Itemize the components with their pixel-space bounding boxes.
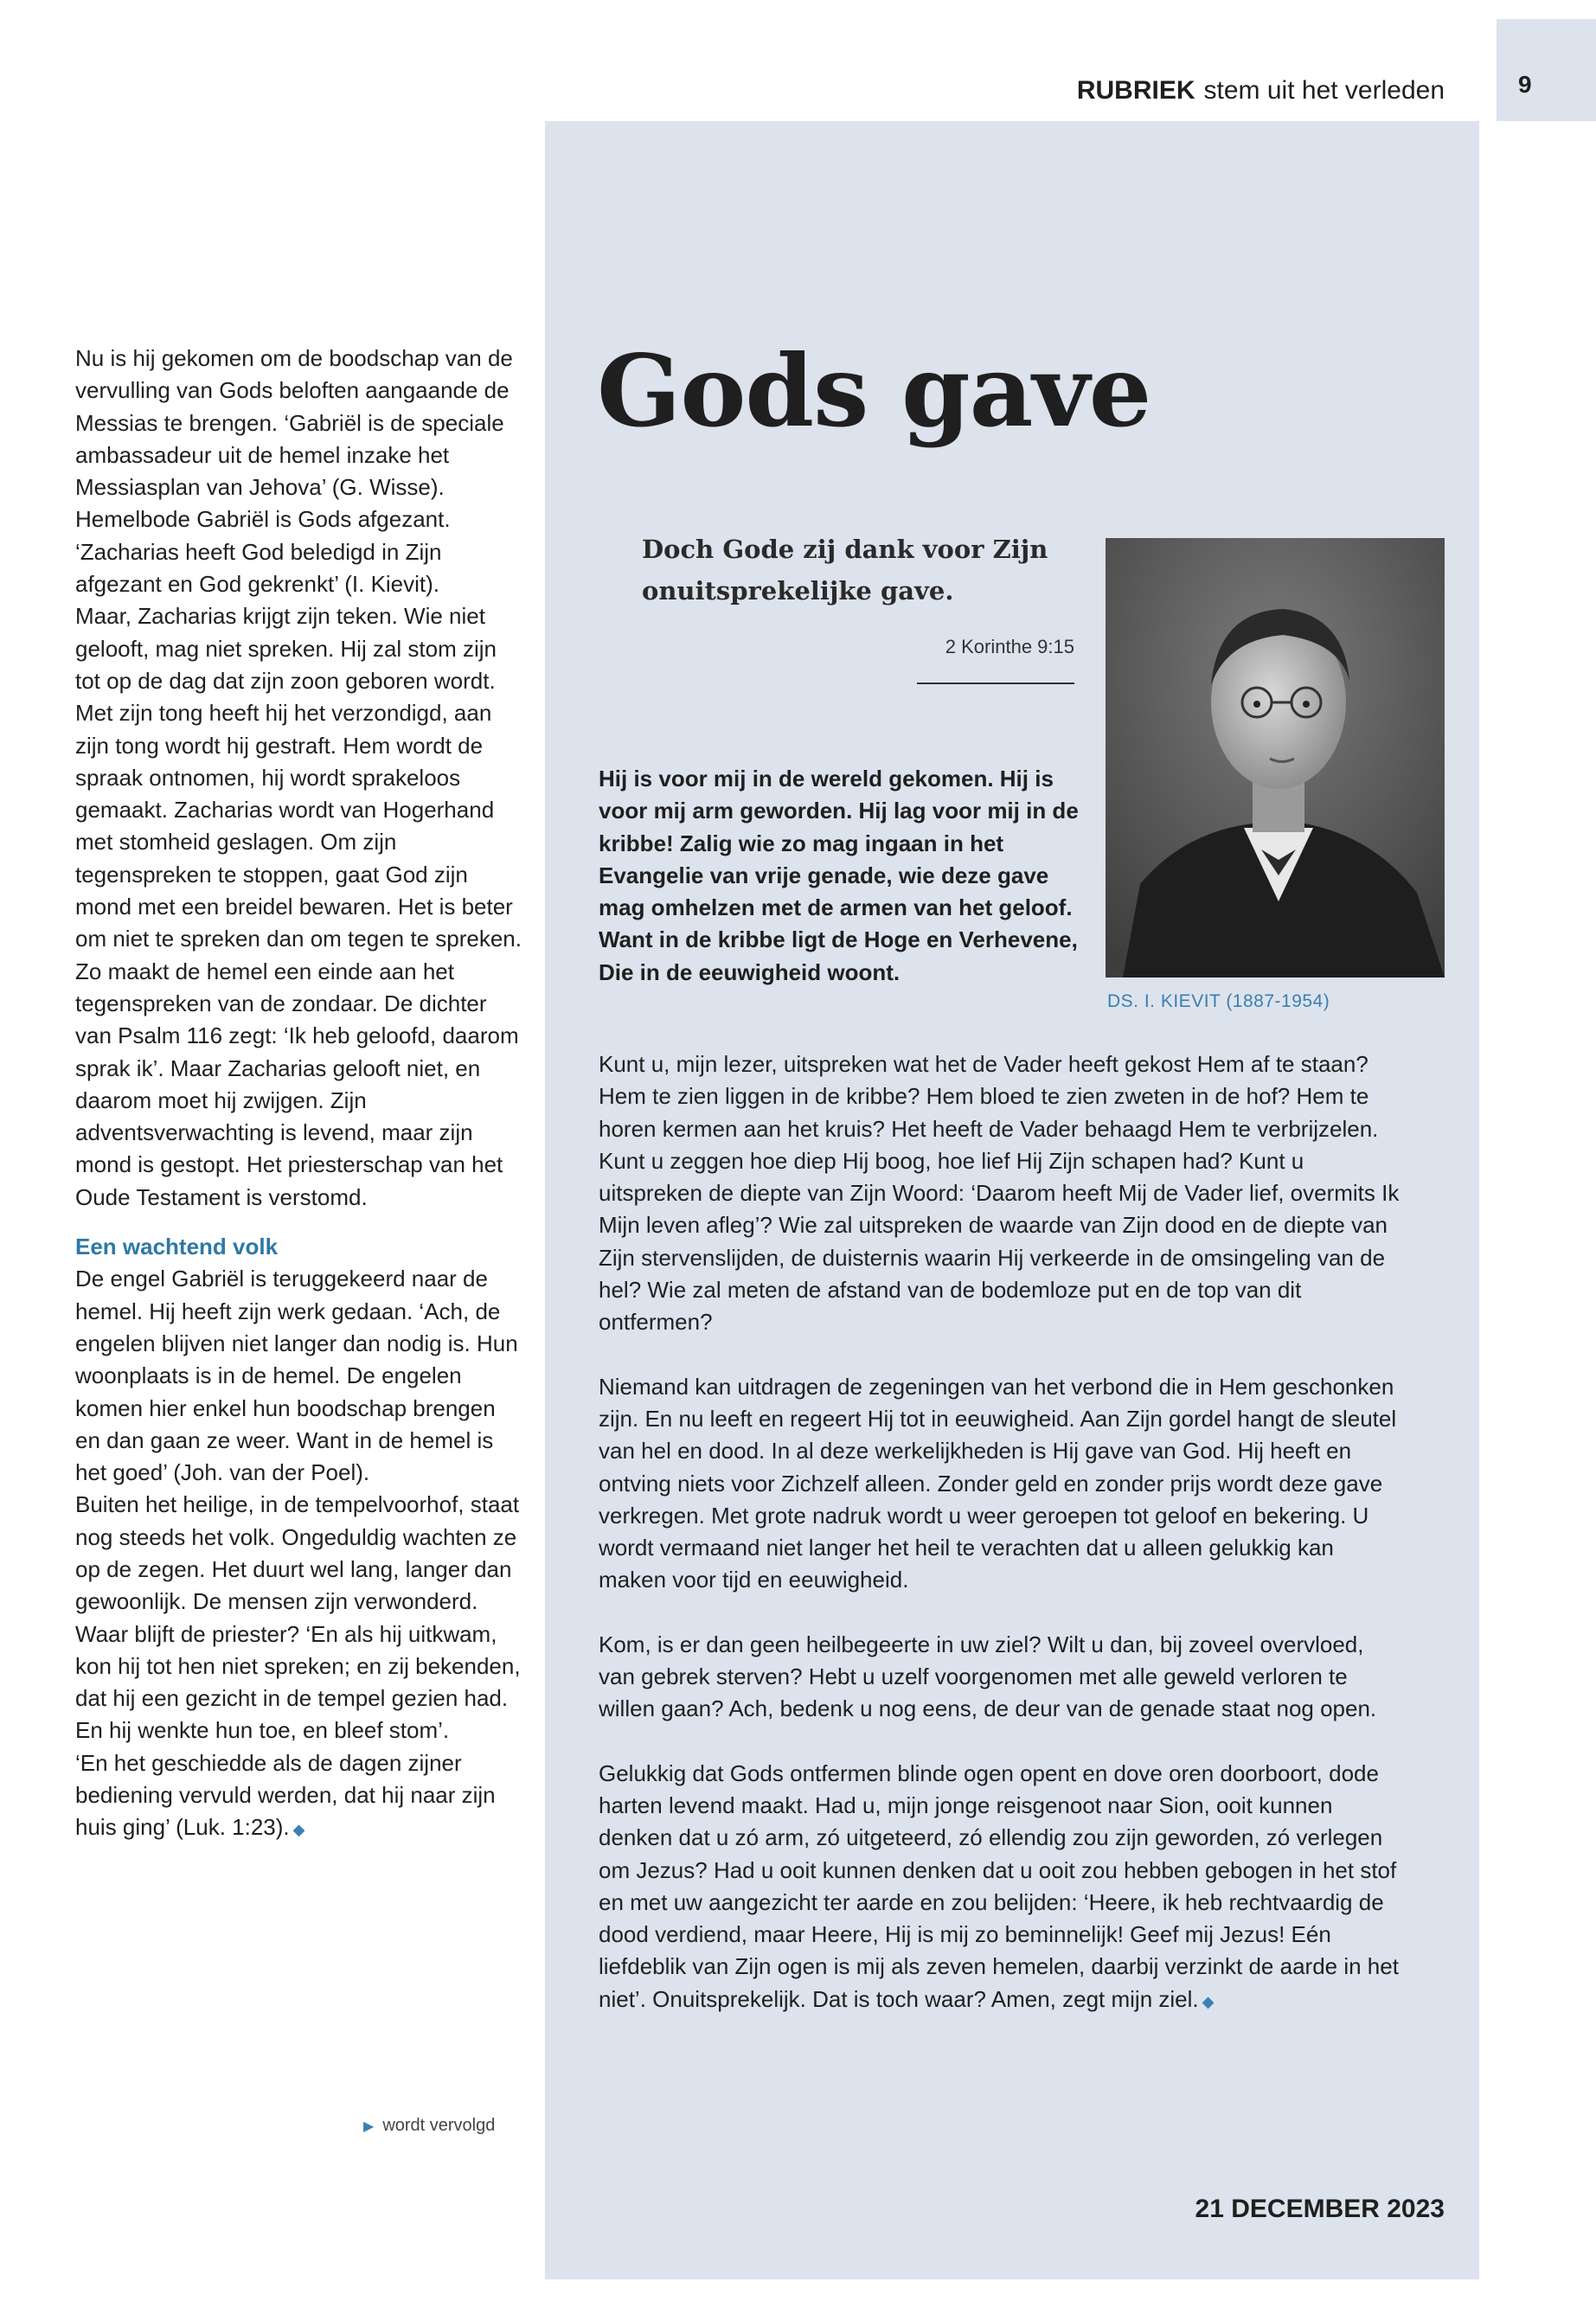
- left-paragraph: Buiten het heilige, in de tempelvoorhof, staat nog steeds het volk. Ongeduldig wachten ze op de zegen. Het duurt wel lang, langer dan gewoonlijk. De mensen zijn verwonderd. Waar blijft de priester? ‘En als hij uitkwam, kon hij tot hen niet spreken; en zij bekenden, dat hij een gezicht in de tempel gezien had. En hij wenkte hun toe, en bleef stom’.: [75, 1491, 521, 1744]
- triangle-right-icon: ▶: [363, 2119, 375, 2134]
- article-body: [599, 1048, 1403, 2050]
- continued-label: wordt vervolgd: [382, 2116, 496, 2135]
- quote-divider: [917, 683, 1074, 684]
- left-paragraph-last: ‘En het geschiedde als de dagen zijner bediening vervuld werden, dat hij naar zijn huis ging’ (Luk. 1:23). ◆: [75, 1749, 496, 1841]
- end-mark-icon: ◆: [1202, 1992, 1215, 2010]
- left-paragraph: Nu is hij gekomen om de boodschap van de vervulling van Gods beloften aangaande de Messias te brengen. ‘Gabriël is de speciale ambassadeur uit de hemel inzake het Messiasplan van Jehova’ (G. Wisse). Hemelbode Gabriël is Gods afgezant. ‘Zacharias heeft God beledigd in Zijn afgezant en God gekrenkt’ (I. Kievit).: [75, 345, 513, 598]
- end-mark-icon: ◆: [292, 1821, 305, 1839]
- article-lead: Hij is voor mij in de wereld gekomen. Hij is voor mij arm geworden. Hij lag voor mij in de kribbe! Zalig wie zo mag ingaan in het Evangelie van vrije genade, wie deze gave mag omhelzen met de armen van het geloof. Want in de kribbe ligt de Hoge en Verhevene, Die in de eeuwigheid woont.: [599, 766, 1079, 985]
- left-paragraph: Zo maakt de hemel een einde aan het tegenspreken van de zondaar. De dichter van Psalm 116 zegt: ‘Ik heb geloofd, daarom sprak ik’. Maar Zacharias gelooft niet, en daarom moet hij zwijgen. Zijn adventsverwachting is levend, maar zijn mond is gestopt. Het priesterschap van het Oude Testament is verstomd.: [75, 958, 519, 1210]
- body-paragraph: Niemand kan uitdragen de zegeningen van het verbond die in Hem geschonken zijn. En nu leeft en regeert Hij tot in eeuwigheid. Aan Zijn gordel hangt de sleutel van hel en dood. In al deze werkelijkheden is Hij gave van God. Hij heeft en ontving niets voor Zichzelf alleen. Zonder geld en zonder prijs wordt deze gave verkregen. Met grote nadruk wordt u weer geroepen tot geloof en bekering. U wordt vermaand niet langer het heil te verachten dat u alleen gelukkig kan maken voor tijd en eeuwigheid.: [599, 1373, 1397, 1593]
- continued-note: [363, 2116, 495, 2136]
- issue-date: 21 DECEMBER 2023: [1195, 2195, 1445, 2223]
- body-paragraph: Kunt u, mijn lezer, uitspreken wat het de Vader heeft gekost Hem af te staan? Hem te zien liggen in de kribbe? Hem bloed te zien zweten in de hof? Hem te horen kermen aan het kruis? Het heeft de Vader behaagd Hem te verbrijzelen. Kunt u zeggen hoe diep Hij boog, hoe lief Hij Zijn schapen had? Kunt u uitspreken de diepte van Zijn Woord: ‘Daarom heeft Mij de Vader lief, overmits Ik Mijn leven afleg’? Wie zal uitspreken de waarde van Zijn dood en de diepte van Zijn stervenslijden, de duisternis waarin Hij verkeerde in de omsingeling van de hel? Wie zal meten de afstand van de bodemloze put en de top van dit ontfermen?: [599, 1051, 1400, 1336]
- portrait-photo: [1106, 538, 1445, 977]
- photo-caption: DS. I. KIEVIT (1887-1954): [1107, 991, 1330, 1011]
- left-column: [75, 343, 525, 1847]
- subheading: Een wachtend volk: [75, 1234, 279, 1260]
- portrait-illustration: [1106, 538, 1445, 977]
- section-subtitle: stem uit het verleden: [1203, 76, 1445, 105]
- section-label: RUBRIEK: [1076, 76, 1195, 105]
- left-paragraph: De engel Gabriël is teruggekeerd naar de hemel. Hij heeft zijn werk gedaan. ‘Ach, de engelen blijven niet langer dan nodig is. Hun woonplaats is in de hemel. De engelen komen hier enkel hun boodschap brengen en dan gaan ze weer. Want in de hemel is het goed’ (Joh. van der Poel).: [75, 1266, 518, 1486]
- body-paragraph-last: Gelukkig dat Gods ontfermen blinde ogen opent en dove oren doorboort, dode harten levend maakt. Had u, mijn jonge reisgenoot naar Sion, ooit kunnen denken dat u zó arm, zó uitgeteerd, zó ellendig zou zijn geworden, zó verlegen om Jezus? Had u ooit kunnen denken dat u ooit zou hebben gebogen in het stof en met uw aangezicht ter aarde en zou belijden: ‘Heere, ik heb rechtvaardig de dood verdiend, maar Heere, Hij is mij zo beminnelijk! Geef mij Jezus! Eén liefdeblik van Zijn ogen is mij als zeven hemelen, daarbij verzinkt de aarde in het niet’. Onuitsprekelijk. Dat is toch waar? Amen, zegt mijn ziel. ◆: [599, 1759, 1399, 2012]
- left-paragraph: Maar, Zacharias krijgt zijn teken. Wie niet gelooft, mag niet spreken. Hij zal stom zijn tot op de dag dat zijn zoon geboren wordt. Met zijn tong heeft hij het verzondigd, aan zijn tong wordt hij gestraft. Hem wordt de spraak ontnomen, hij wordt sprakeloos gemaakt. Zacharias wordt van Hogerhand met stomheid geslagen. Om zijn tegenspreken te stoppen, gaat God zijn mond met een breidel bewaren. Het is beter om niet te spreken dan om tegen te spreken.: [75, 603, 522, 952]
- page-number: 9: [1518, 71, 1532, 98]
- section-header: [1077, 76, 1445, 106]
- body-paragraph: Kom, is er dan geen heilbegeerte in uw ziel? Wilt u dan, bij zoveel overvloed, van gebrek sterven? Hebt u uzelf voorgenomen met alle geweld verloren te willen gaan? Ach, bedenk u nog eens, de deur van de genade staat nog open.: [599, 1631, 1377, 1722]
- quote-reference: 2 Korinthe 9:15: [945, 636, 1074, 657]
- article-title: Gods gave: [597, 333, 1151, 449]
- bible-quote: Doch Gode zij dank voor Zijn onuitsprekelijke gave.: [642, 535, 1048, 606]
- page-number-tab: [1497, 19, 1596, 121]
